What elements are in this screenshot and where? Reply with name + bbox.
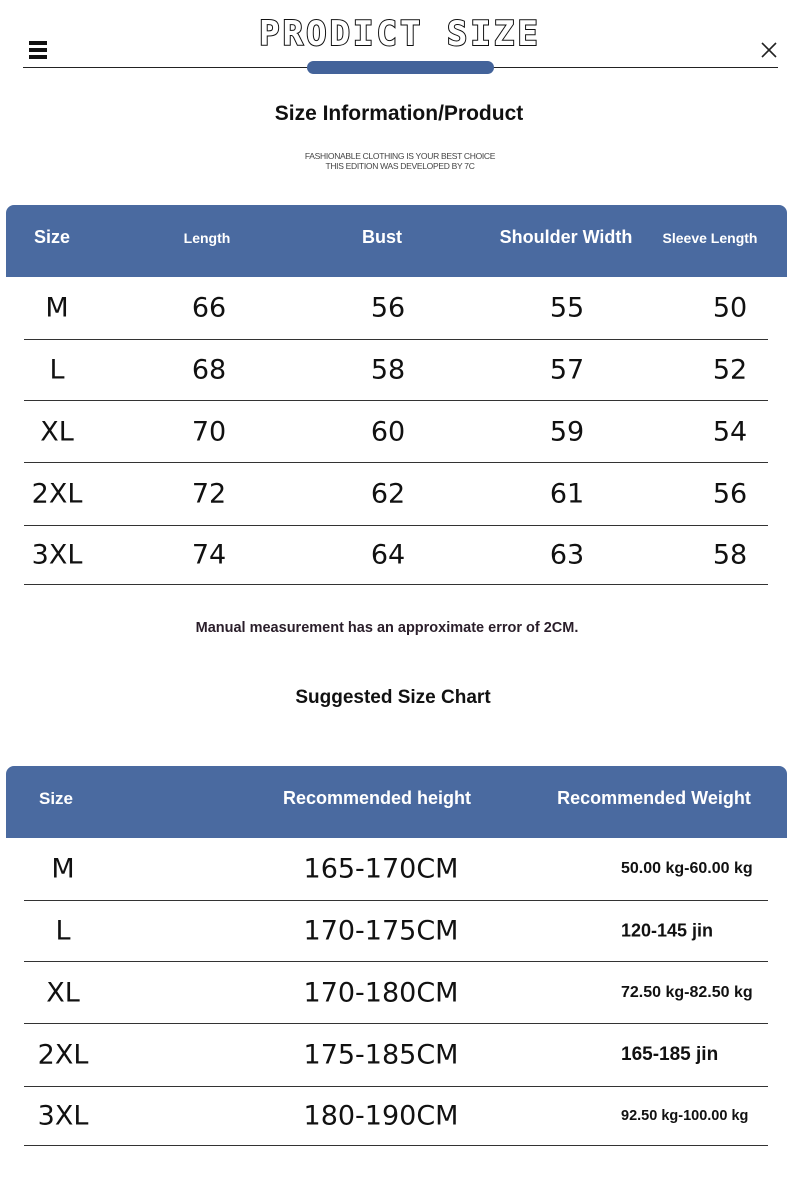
cell-length: 74 [191, 539, 227, 571]
column-header-shoulder-width: Shoulder Width [499, 227, 633, 247]
size-table-header [6, 205, 787, 277]
cell-bust: 62 [370, 478, 406, 510]
cell-length: 70 [191, 416, 227, 447]
table-row [24, 340, 768, 401]
table-row [24, 962, 768, 1024]
cell-size: M [51, 853, 75, 885]
table-row [24, 1024, 768, 1087]
cell-bust: 56 [370, 292, 406, 324]
cell-recommended-height: 165-170CM [303, 853, 459, 885]
table-row [24, 463, 768, 526]
cell-size: L [49, 354, 65, 386]
cell-recommended-weight: 165-185 jin [621, 1044, 719, 1065]
cell-recommended-weight: 120-145 jin [621, 920, 714, 941]
cell-recommended-weight: 50.00 kg-60.00 kg [621, 860, 753, 877]
page-title: PRODICT SIZE [259, 14, 541, 54]
table-row [24, 1087, 768, 1146]
cell-bust: 64 [370, 539, 406, 571]
cell-length: 68 [191, 354, 227, 386]
cell-size: L [55, 915, 71, 947]
cell-recommended-height: 170-175CM [303, 915, 459, 947]
cell-length: 66 [191, 292, 227, 324]
suggested-table-header [6, 766, 787, 838]
cell-size: XL [40, 416, 74, 447]
table-row [24, 526, 768, 585]
cell-recommended-weight: 92.50 kg-100.00 kg [621, 1108, 749, 1124]
cell-size: XL [46, 977, 80, 1008]
column-header-recommended-weight: Recommended Weight [557, 788, 751, 808]
cell-sleeve-length: 56 [712, 478, 748, 510]
cell-shoulder-width: 61 [549, 478, 585, 510]
cell-sleeve-length: 50 [712, 292, 748, 324]
suggested-chart-title: Suggested Size Chart [295, 687, 491, 708]
tagline-line-2: THIS EDITION WAS DEVELOPED BY 7C [325, 161, 475, 171]
cell-sleeve-length: 52 [712, 354, 748, 386]
cell-shoulder-width: 57 [549, 354, 585, 386]
cell-bust: 60 [370, 416, 406, 447]
table-row [24, 838, 768, 901]
cell-recommended-weight: 72.50 kg-82.50 kg [621, 983, 753, 1001]
top-bar [0, 0, 790, 80]
column-header-recommended-height: Recommended height [282, 788, 472, 808]
cell-shoulder-width: 55 [549, 292, 585, 324]
cell-recommended-height: 170-180CM [303, 977, 459, 1008]
column-header-length: Length [183, 230, 231, 246]
close-icon[interactable] [760, 41, 778, 59]
cell-recommended-height: 175-185CM [303, 1039, 459, 1071]
column-header-bust: Bust [362, 227, 402, 247]
column-header-sleeve-length: Sleeve Length [662, 230, 758, 246]
cell-recommended-height: 180-190CM [303, 1100, 459, 1132]
cell-size: 3XL [31, 539, 83, 571]
column-header-size: Size [38, 789, 74, 808]
cell-shoulder-width: 59 [549, 416, 585, 447]
cell-size: 3XL [37, 1100, 89, 1132]
table-row [24, 401, 768, 463]
cell-bust: 58 [370, 354, 406, 386]
table-row [24, 277, 768, 340]
size-info-title: Size Information/Product [274, 102, 524, 125]
column-header-size: Size [33, 227, 71, 247]
tagline-line-1: FASHIONABLE CLOTHING IS YOUR BEST CHOICE [304, 151, 496, 161]
table-row [24, 901, 768, 962]
cell-sleeve-length: 54 [712, 416, 748, 447]
cell-size: 2XL [37, 1039, 89, 1071]
measurement-note: Manual measurement has an approximate error of 2CM. [195, 620, 579, 636]
cell-sleeve-length: 58 [712, 539, 748, 571]
header-accent-pill [307, 61, 494, 74]
cell-size: M [45, 292, 69, 324]
cell-shoulder-width: 63 [549, 539, 585, 571]
cell-length: 72 [191, 478, 227, 510]
cell-size: 2XL [31, 478, 83, 510]
